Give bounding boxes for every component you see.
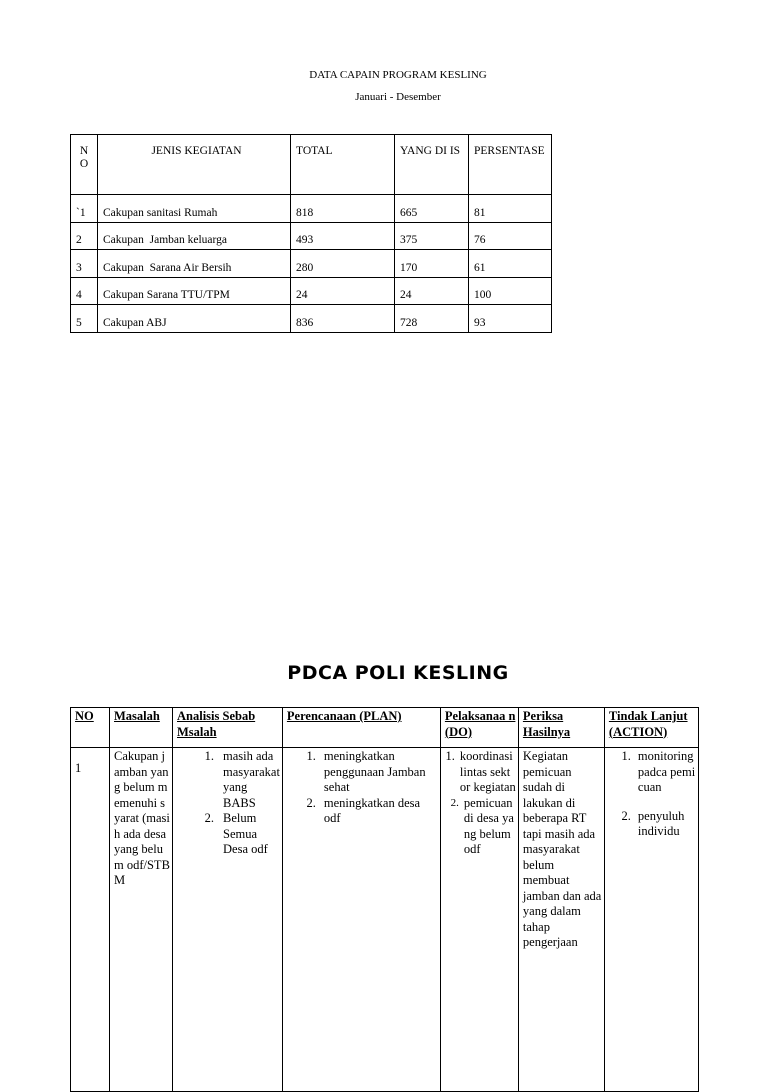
cell-total: 280 [291, 250, 395, 278]
cell-yang: 24 [395, 277, 469, 305]
cell-yang: 665 [395, 195, 469, 223]
list-item: 1. meningkatkan penggunaan Jamban sehat [306, 749, 426, 794]
table-row [71, 748, 699, 1092]
header-check: Periksa Hasilnya [518, 708, 604, 748]
cell-jenis: Cakupan Sarana Air Bersih [98, 250, 291, 278]
list-item: 2. Belum Semua Desa odf [204, 811, 268, 856]
pdca-table [70, 707, 699, 1092]
table-row [71, 222, 552, 250]
list-item: 1. monitoring padca pemicuan [621, 749, 696, 794]
cell-total: 836 [291, 305, 395, 333]
document-title: DATA CAPAIN PROGRAM KESLING [309, 69, 487, 81]
cell-masalah: Cakupan jamban yang belum memenuhi syarat (masih ada desa yang belum odf/STBM [110, 748, 173, 1092]
header-action: Tindak Lanjut (ACTION) [604, 708, 698, 748]
header-jenis-kegiatan: JENIS KEGIATAN [98, 135, 291, 195]
list-item: 1. koordinasi lintas sektor kegiatan [445, 749, 516, 794]
cell-persen: 100 [469, 277, 552, 305]
cell-jenis: Cakupan Sarana TTU/TPM [98, 277, 291, 305]
cell-jenis: Cakupan sanitasi Rumah [98, 195, 291, 223]
cell-no: 2 [71, 222, 98, 250]
do-list [441, 749, 516, 858]
cell-do [440, 748, 518, 1092]
list-item: 1. masih ada masyarakat yang BABS [204, 749, 280, 810]
header-no: NO [71, 708, 110, 748]
cell-yang: 728 [395, 305, 469, 333]
header-analisis: Analisis Sebab Msalah [173, 708, 283, 748]
cell-yang: 170 [395, 250, 469, 278]
table-row [71, 195, 552, 223]
cell-no: 3 [71, 250, 98, 278]
header-no: N O [71, 135, 98, 195]
cell-plan [282, 748, 440, 1092]
header-masalah: Masalah [110, 708, 173, 748]
cell-action [604, 748, 698, 1092]
header-persentase: PERSENTASE [469, 135, 552, 195]
table-row [71, 277, 552, 305]
cell-no: `1 [71, 195, 98, 223]
cell-total: 818 [291, 195, 395, 223]
cell-total: 24 [291, 277, 395, 305]
cell-jenis: Cakupan Jamban keluarga [98, 222, 291, 250]
cell-yang: 375 [395, 222, 469, 250]
cell-persen: 93 [469, 305, 552, 333]
cell-no: 5 [71, 305, 98, 333]
action-list [609, 749, 696, 840]
table-row [71, 305, 552, 333]
capaian-header-row [71, 135, 552, 195]
list-item: 2. meningkatkan desa odf [306, 795, 421, 825]
header-plan: Perencanaan (PLAN) [282, 708, 440, 748]
cell-persen: 61 [469, 250, 552, 278]
list-item: 2. penyuluh individu [621, 808, 685, 838]
header-yang-di-is: YANG DI IS [395, 135, 469, 195]
cell-jenis: Cakupan ABJ [98, 305, 291, 333]
cell-check: Kegiatan pemicuan sudah di lakukan di beberapa RT tapi masih ada masyarakat belum membuat jamban dan ada yang dalam tahap pengerjaan [518, 748, 604, 1092]
pdca-header-row [71, 708, 699, 748]
analisis-list [177, 749, 280, 858]
capaian-table [70, 134, 552, 333]
cell-no: 4 [71, 277, 98, 305]
document-subtitle: Januari - Desember [355, 91, 441, 103]
cell-persen: 76 [469, 222, 552, 250]
cell-total: 493 [291, 222, 395, 250]
cell-analisis [173, 748, 283, 1092]
cell-persen: 81 [469, 195, 552, 223]
header-total: TOTAL [291, 135, 395, 195]
header-do: Pelaksanaa n (DO) [440, 708, 518, 748]
cell-no: 1 [71, 748, 110, 1092]
list-item: 2. pemicuan di desa yang belum odf [450, 795, 514, 856]
table-row [71, 250, 552, 278]
pdca-title: PDCA POLI KESLING [287, 662, 509, 684]
plan-list [287, 749, 438, 827]
